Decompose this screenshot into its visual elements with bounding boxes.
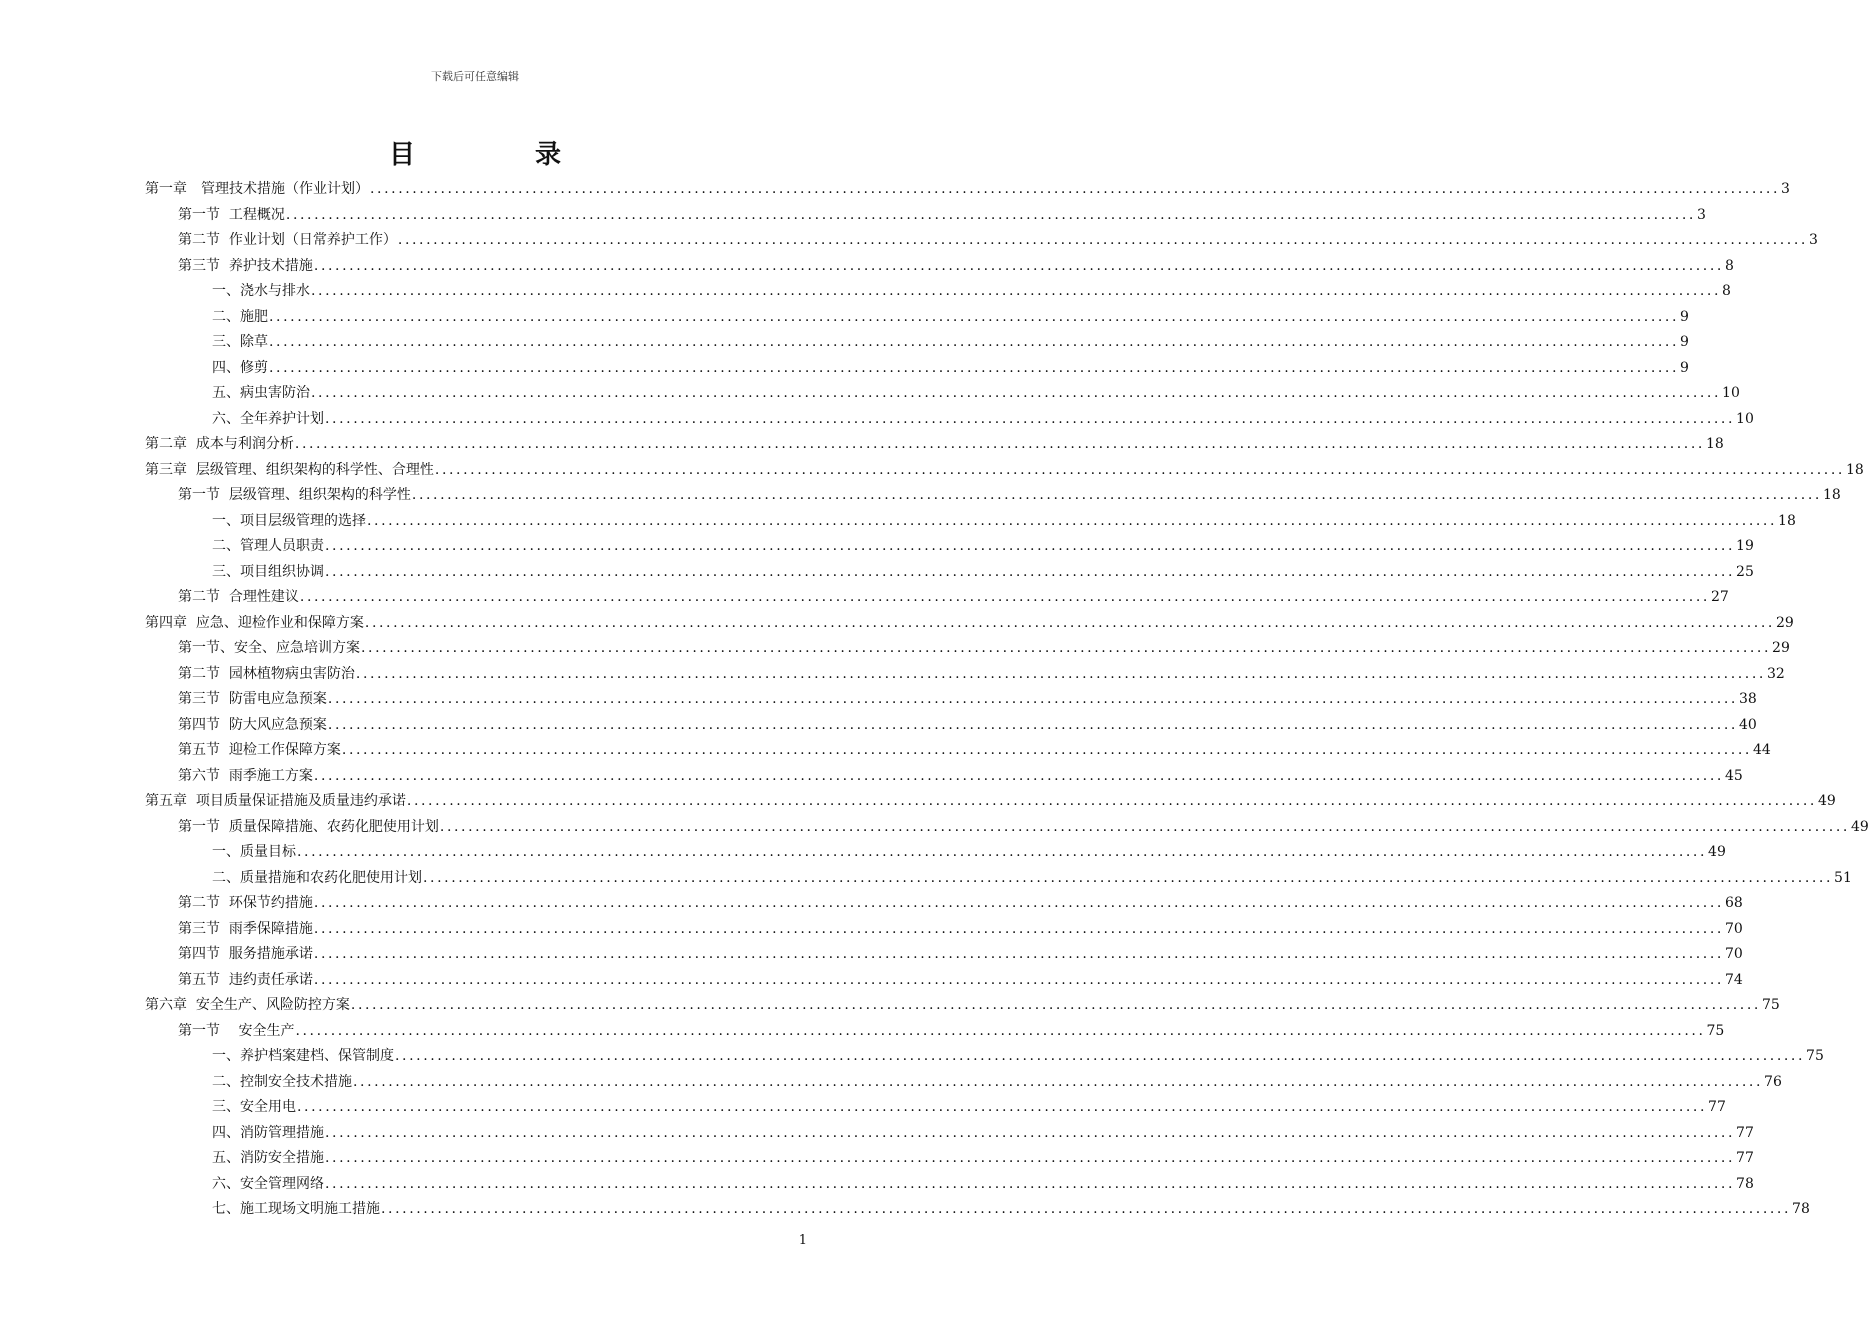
toc-entry-page: 25: [1736, 563, 1754, 580]
toc-entry-text: 第六章 安全生产、风险防控方案: [145, 997, 350, 1013]
toc-entry[interactable]: [178, 586, 1729, 608]
toc-leader-dots: ........................................................................................................................................................................................................: [341, 742, 1752, 758]
toc-leader-dots: ........................................................................................................................................................................................................: [325, 563, 1736, 580]
toc-entry-text: 一、浇水与排水: [212, 283, 310, 299]
toc-entry-page: 75: [1806, 1048, 1824, 1064]
toc-leader-dots: ........................................................................................................................................................................................................: [327, 691, 1738, 707]
toc-entry-text: 三、项目组织协调: [212, 563, 324, 580]
toc-entry-page: 10: [1736, 410, 1754, 427]
toc-entry[interactable]: [178, 714, 1757, 736]
toc-entry[interactable]: [212, 1045, 1824, 1067]
toc-entry-page: 74: [1724, 971, 1743, 988]
toc-entry-page: 75: [1706, 1022, 1725, 1039]
toc-entry[interactable]: [145, 790, 1836, 812]
toc-entry-page: 10: [1722, 385, 1740, 401]
toc-entry-page: 77: [1708, 1099, 1726, 1115]
toc-leader-dots: ........................................................................................................................................................................................................: [325, 1124, 1736, 1141]
toc-entry-page: 44: [1752, 742, 1771, 758]
header-note: 下载后可任意编辑: [431, 70, 519, 83]
toc-entry[interactable]: [212, 306, 1689, 328]
toc-entry[interactable]: [178, 1020, 1725, 1042]
toc-entry-page: 38: [1738, 691, 1757, 707]
toc-entry-text: 第四节 防大风应急预案: [178, 716, 327, 733]
toc-entry[interactable]: [212, 867, 1852, 889]
toc-leader-dots: ........................................................................................................................................................................................................: [313, 895, 1724, 911]
toc-entry-page: 9: [1680, 359, 1689, 376]
toc-leader-dots: ........................................................................................................................................................................................................: [395, 1048, 1806, 1064]
toc-entry-page: 75: [1761, 997, 1780, 1013]
toc-entry-page: 29: [1775, 614, 1794, 631]
toc-leader-dots: ........................................................................................................................................................................................................: [350, 997, 1761, 1013]
toc-entry-text: 五、病虫害防治: [212, 385, 310, 401]
toc-leader-dots: ........................................................................................................................................................................................................: [423, 869, 1834, 886]
toc-entry-page: 8: [1722, 283, 1731, 299]
toc-leader-dots: ........................................................................................................................................................................................................: [325, 538, 1736, 554]
toc-leader-dots: ........................................................................................................................................................................................................: [311, 385, 1722, 401]
toc-entry-page: 49: [1708, 844, 1726, 860]
toc-entry[interactable]: [178, 204, 1706, 226]
toc-entry[interactable]: [212, 1147, 1754, 1169]
toc-leader-dots: ........................................................................................................................................................................................................: [269, 334, 1680, 350]
toc-entry[interactable]: [212, 561, 1754, 583]
toc-entry-text: 三、安全用电: [212, 1099, 296, 1115]
toc-entry[interactable]: [178, 484, 1841, 506]
toc-leader-dots: ........................................................................................................................................................................................................: [364, 614, 1775, 631]
toc-entry[interactable]: [145, 459, 1864, 481]
toc-entry-page: 27: [1710, 589, 1729, 605]
toc-leader-dots: ........................................................................................................................................................................................................: [297, 844, 1708, 860]
toc-entry-text: 第三节 养护技术措施: [178, 257, 313, 274]
toc-entry-page: 78: [1792, 1201, 1810, 1217]
toc-entry-text: 一、项目层级管理的选择: [212, 512, 366, 529]
toc-title-char-1: 目: [388, 140, 415, 170]
toc-title: [0, 134, 950, 171]
toc-entry-page: 9: [1680, 308, 1689, 325]
toc-leader-dots: ........................................................................................................................................................................................................: [269, 308, 1680, 325]
toc-entry[interactable]: [212, 357, 1689, 379]
toc-entry-text: 第二章 成本与利润分析: [145, 436, 294, 452]
toc-entry-page: 9: [1680, 334, 1689, 350]
toc-entry-text: 第二节 作业计划（日常养护工作）: [178, 232, 397, 248]
toc-entry-page: 77: [1736, 1150, 1754, 1166]
toc-entry[interactable]: [145, 433, 1724, 455]
toc-entry-page: 49: [1850, 818, 1869, 835]
toc-leader-dots: ........................................................................................................................................................................................................: [406, 793, 1817, 809]
toc-entry-page: 19: [1736, 538, 1754, 554]
toc-entry-page: 68: [1724, 895, 1743, 911]
toc-entry[interactable]: [212, 382, 1740, 404]
toc-entry-text: 二、控制安全技术措施: [212, 1073, 352, 1090]
toc-leader-dots: ........................................................................................................................................................................................................: [313, 767, 1724, 784]
toc-entry[interactable]: [212, 1122, 1754, 1144]
toc-title-char-2: 录: [535, 140, 562, 170]
toc-entry[interactable]: [212, 1096, 1726, 1118]
toc-entry-text: 第四章 应急、迎检作业和保障方案: [145, 614, 364, 631]
toc-entry[interactable]: [212, 280, 1731, 302]
toc-entry-page: 3: [1808, 232, 1818, 248]
toc-entry-text: 第二节 环保节约措施: [178, 895, 313, 911]
toc-entry[interactable]: [178, 739, 1771, 761]
toc-leader-dots: ........................................................................................................................................................................................................: [313, 946, 1724, 962]
toc-entry[interactable]: [178, 892, 1743, 914]
toc-entry-text: 一、质量目标: [212, 844, 296, 860]
toc-entry-text: 七、施工现场文明施工措施: [212, 1201, 380, 1217]
toc-entry-text: 六、全年养护计划: [212, 410, 324, 427]
toc-entry-text: 六、安全管理网络: [212, 1175, 324, 1192]
toc-entry-text: 二、质量措施和农药化肥使用计划: [212, 869, 422, 886]
toc-leader-dots: ........................................................................................................................................................................................................: [313, 971, 1724, 988]
toc-entry-text: 第六节 雨季施工方案: [178, 767, 313, 784]
toc-entry[interactable]: [212, 1071, 1782, 1093]
toc-leader-dots: ........................................................................................................................................................................................................: [285, 206, 1696, 223]
toc-leader-dots: ........................................................................................................................................................................................................: [269, 359, 1680, 376]
toc-entry[interactable]: [212, 510, 1796, 532]
toc-entry[interactable]: [178, 688, 1757, 710]
toc-leader-dots: ........................................................................................................................................................................................................: [313, 257, 1724, 274]
toc-entry[interactable]: [212, 331, 1689, 353]
toc-entry-page: 51: [1834, 869, 1852, 886]
toc-entry[interactable]: [178, 918, 1743, 940]
toc-entry-page: 32: [1766, 665, 1785, 682]
toc-entry[interactable]: [178, 765, 1743, 787]
toc-entry-page: 18: [1778, 512, 1796, 529]
toc-leader-dots: ........................................................................................................................................................................................................: [325, 1175, 1736, 1192]
toc-entry-page: 40: [1738, 716, 1757, 733]
toc-leader-dots: ........................................................................................................................................................................................................: [434, 461, 1845, 478]
toc-leader-dots: ........................................................................................................................................................................................................: [355, 665, 1766, 682]
toc-entry-text: 第五节 迎检工作保障方案: [178, 742, 341, 758]
toc-leader-dots: ........................................................................................................................................................................................................: [411, 487, 1822, 503]
toc-entry[interactable]: [178, 663, 1785, 685]
toc-entry[interactable]: [145, 612, 1794, 634]
toc-entry[interactable]: [212, 535, 1754, 557]
toc-entry-text: 二、管理人员职责: [212, 538, 324, 554]
toc-entry-text: 第四节 服务措施承诺: [178, 946, 313, 962]
toc-entry-page: 3: [1696, 206, 1706, 223]
toc-entry-page: 18: [1822, 487, 1841, 503]
toc-entry[interactable]: [212, 408, 1754, 430]
toc-leader-dots: ........................................................................................................................................................................................................: [297, 1099, 1708, 1115]
toc-leader-dots: ........................................................................................................................................................................................................: [361, 640, 1772, 656]
toc-entry-page: 70: [1724, 946, 1743, 962]
toc-leader-dots: ........................................................................................................................................................................................................: [370, 181, 1781, 197]
toc-leader-dots: ........................................................................................................................................................................................................: [439, 818, 1850, 835]
toc-entry-page: 8: [1724, 257, 1734, 274]
toc-leader-dots: ........................................................................................................................................................................................................: [294, 436, 1705, 452]
toc-entry-page: 18: [1845, 461, 1864, 478]
toc-entry[interactable]: [178, 816, 1869, 838]
toc-entry-text: 第五章 项目质量保证措施及质量违约承诺: [145, 793, 406, 809]
toc-entry-text: 第二节 园林植物病虫害防治: [178, 665, 355, 682]
toc-leader-dots: ........................................................................................................................................................................................................: [381, 1201, 1792, 1217]
toc-entry-page: 76: [1764, 1073, 1782, 1090]
toc-entry[interactable]: [178, 637, 1790, 659]
toc-entry-page: 70: [1724, 920, 1743, 937]
page-number: 1: [798, 1233, 807, 1248]
toc-entry[interactable]: [145, 994, 1780, 1016]
toc-entry-text: 三、除草: [212, 334, 268, 350]
toc-entry-page: 3: [1781, 181, 1790, 197]
toc-entry-page: 78: [1736, 1175, 1754, 1192]
toc-entry[interactable]: [178, 255, 1734, 277]
toc-leader-dots: ........................................................................................................................................................................................................: [397, 232, 1808, 248]
toc-entry-page: 49: [1817, 793, 1836, 809]
toc-entry-text: 一、养护档案建档、保管制度: [212, 1048, 394, 1064]
toc-entry[interactable]: [178, 969, 1743, 991]
toc-leader-dots: ........................................................................................................................................................................................................: [325, 410, 1736, 427]
toc-entry[interactable]: [178, 943, 1743, 965]
toc-entry-text: 第二节 合理性建议: [178, 589, 299, 605]
toc-leader-dots: ........................................................................................................................................................................................................: [325, 1150, 1736, 1166]
toc-entry-page: 45: [1724, 767, 1743, 784]
toc-entry-text: 五、消防安全措施: [212, 1150, 324, 1166]
toc-entry-text: 第一节 安全生产: [178, 1022, 295, 1039]
toc-entry-text: 第一节、安全、应急培训方案: [178, 640, 360, 656]
toc-entry-text: 四、消防管理措施: [212, 1124, 324, 1141]
toc-entry[interactable]: [212, 1198, 1810, 1220]
toc-entry-text: 第三节 防雷电应急预案: [178, 691, 327, 707]
toc-entry-text: 第一节 质量保障措施、农药化肥使用计划: [178, 818, 439, 835]
toc-leader-dots: ........................................................................................................................................................................................................: [353, 1073, 1764, 1090]
toc-entry-page: 77: [1736, 1124, 1754, 1141]
toc-entry-text: 四、修剪: [212, 359, 268, 376]
toc-leader-dots: ........................................................................................................................................................................................................: [299, 589, 1710, 605]
toc-entry[interactable]: [212, 1173, 1754, 1195]
toc-entry-text: 二、施肥: [212, 308, 268, 325]
toc-leader-dots: ........................................................................................................................................................................................................: [313, 920, 1724, 937]
toc-leader-dots: ........................................................................................................................................................................................................: [367, 512, 1778, 529]
toc-entry-page: 29: [1772, 640, 1790, 656]
toc-entry-page: 18: [1705, 436, 1724, 452]
toc-entry-text: 第三节 雨季保障措施: [178, 920, 313, 937]
toc-leader-dots: ........................................................................................................................................................................................................: [295, 1022, 1706, 1039]
toc-entry-text: 第一节 层级管理、组织架构的科学性: [178, 487, 411, 503]
toc-entry[interactable]: [212, 841, 1726, 863]
toc-entry[interactable]: [145, 178, 1790, 200]
toc-leader-dots: ........................................................................................................................................................................................................: [327, 716, 1738, 733]
toc-leader-dots: ........................................................................................................................................................................................................: [311, 283, 1722, 299]
toc-entry-text: 第五节 违约责任承诺: [178, 971, 313, 988]
toc-entry-text: 第一章 管理技术措施（作业计划）: [145, 181, 369, 197]
toc-entry-text: 第一节 工程概况: [178, 206, 285, 223]
toc-entry[interactable]: [178, 229, 1818, 251]
toc-entry-text: 第三章 层级管理、组织架构的科学性、合理性: [145, 461, 434, 478]
